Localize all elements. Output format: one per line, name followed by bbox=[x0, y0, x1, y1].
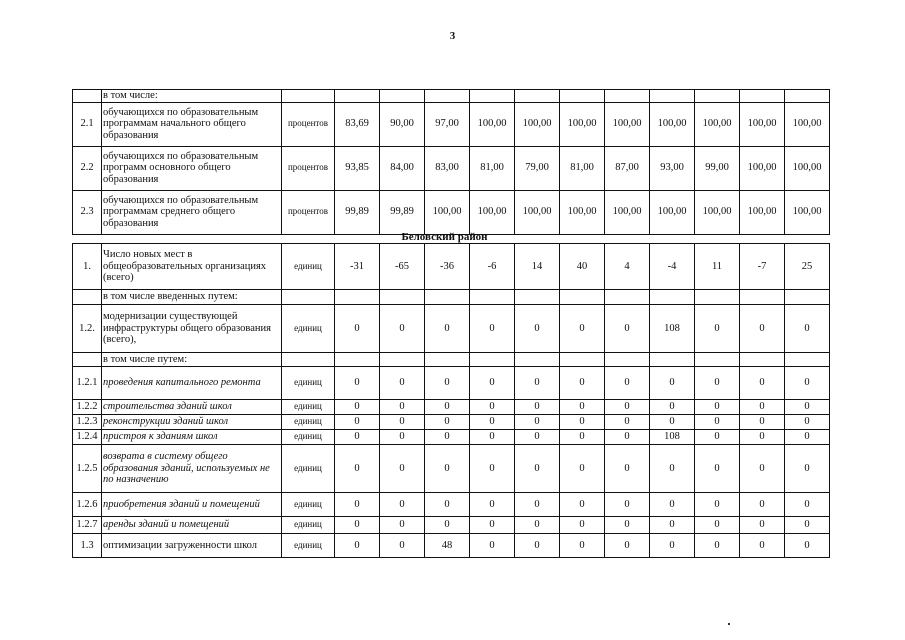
indicator-name-cell: обучающихся по образовательным программам среднего общего образования bbox=[102, 190, 282, 234]
value-cell: 0 bbox=[740, 305, 785, 353]
value-cell: 0 bbox=[380, 493, 425, 517]
indicator-name-cell: в том числе введенных путем: bbox=[102, 290, 282, 305]
table-row bbox=[73, 534, 830, 558]
row-number-cell: 1.2.1 bbox=[73, 367, 102, 400]
value-cell: 0 bbox=[470, 534, 515, 558]
value-cell: 0 bbox=[605, 400, 650, 415]
value-cell: 0 bbox=[695, 430, 740, 445]
value-cell: 0 bbox=[560, 445, 605, 493]
unit-cell: единиц bbox=[282, 517, 335, 534]
unit-cell: процентов bbox=[282, 190, 335, 234]
table-row bbox=[73, 445, 830, 493]
unit-cell: единиц bbox=[282, 244, 335, 290]
value-cell: 0 bbox=[560, 367, 605, 400]
unit-cell: процентов bbox=[282, 102, 335, 146]
value-cell: 0 bbox=[695, 534, 740, 558]
value-cell: 0 bbox=[515, 517, 560, 534]
value-cell: 0 bbox=[695, 367, 740, 400]
value-cell bbox=[515, 90, 560, 103]
value-cell: 0 bbox=[785, 534, 830, 558]
value-cell bbox=[785, 353, 830, 367]
table-row bbox=[73, 90, 830, 103]
table-row bbox=[73, 430, 830, 445]
value-cell bbox=[335, 90, 380, 103]
value-cell bbox=[650, 90, 695, 103]
value-cell: 0 bbox=[650, 517, 695, 534]
value-cell: 0 bbox=[470, 430, 515, 445]
value-cell: 100,00 bbox=[515, 102, 560, 146]
value-cell: 0 bbox=[425, 400, 470, 415]
value-cell: 100,00 bbox=[605, 190, 650, 234]
unit-cell: процентов bbox=[282, 146, 335, 190]
row-number-cell: 1.2.2 bbox=[73, 400, 102, 415]
value-cell bbox=[560, 290, 605, 305]
row-number-cell: 1.2.7 bbox=[73, 517, 102, 534]
value-cell: 0 bbox=[335, 305, 380, 353]
value-cell: -7 bbox=[740, 244, 785, 290]
value-cell: 0 bbox=[785, 430, 830, 445]
value-cell bbox=[695, 290, 740, 305]
value-cell: 100,00 bbox=[605, 102, 650, 146]
value-cell: 40 bbox=[560, 244, 605, 290]
value-cell: 0 bbox=[740, 415, 785, 430]
value-cell: 0 bbox=[515, 415, 560, 430]
value-cell: 100,00 bbox=[695, 102, 740, 146]
value-cell: 99,00 bbox=[695, 146, 740, 190]
value-cell bbox=[560, 90, 605, 103]
table-row bbox=[73, 290, 830, 305]
row-number-cell bbox=[73, 353, 102, 367]
value-cell bbox=[785, 90, 830, 103]
unit-cell: единиц bbox=[282, 493, 335, 517]
value-cell: 0 bbox=[605, 305, 650, 353]
value-cell: 0 bbox=[425, 430, 470, 445]
value-cell: 0 bbox=[515, 367, 560, 400]
value-cell bbox=[560, 353, 605, 367]
value-cell: 108 bbox=[650, 430, 695, 445]
value-cell bbox=[380, 290, 425, 305]
value-cell: 0 bbox=[470, 415, 515, 430]
value-cell: 100,00 bbox=[650, 102, 695, 146]
value-cell: 79,00 bbox=[515, 146, 560, 190]
value-cell: 0 bbox=[560, 400, 605, 415]
row-number-cell bbox=[73, 90, 102, 103]
indicator-name-cell: пристроя к зданиям школ bbox=[102, 430, 282, 445]
value-cell bbox=[605, 353, 650, 367]
value-cell: 0 bbox=[650, 400, 695, 415]
value-cell: 0 bbox=[740, 517, 785, 534]
value-cell: 0 bbox=[335, 517, 380, 534]
value-cell: 0 bbox=[515, 534, 560, 558]
value-cell: 11 bbox=[695, 244, 740, 290]
value-cell bbox=[695, 90, 740, 103]
value-cell: 0 bbox=[380, 445, 425, 493]
value-cell: 0 bbox=[335, 445, 380, 493]
value-cell: 0 bbox=[695, 517, 740, 534]
value-cell: 81,00 bbox=[470, 146, 515, 190]
row-number-cell: 1.3 bbox=[73, 534, 102, 558]
row-number-cell: 1.2.6 bbox=[73, 493, 102, 517]
value-cell: 100,00 bbox=[560, 190, 605, 234]
value-cell: 0 bbox=[650, 445, 695, 493]
value-cell: 0 bbox=[785, 415, 830, 430]
value-cell bbox=[380, 353, 425, 367]
value-cell: 0 bbox=[740, 534, 785, 558]
value-cell: 0 bbox=[380, 400, 425, 415]
value-cell: 0 bbox=[560, 415, 605, 430]
value-cell: 0 bbox=[695, 400, 740, 415]
value-cell: 99,89 bbox=[335, 190, 380, 234]
value-cell: 100,00 bbox=[515, 190, 560, 234]
value-cell: 0 bbox=[785, 493, 830, 517]
value-cell: 0 bbox=[785, 517, 830, 534]
value-cell: 93,00 bbox=[650, 146, 695, 190]
value-cell: 100,00 bbox=[695, 190, 740, 234]
value-cell bbox=[605, 90, 650, 103]
value-cell: 0 bbox=[740, 445, 785, 493]
indicator-name-cell: приобретения зданий и помещений bbox=[102, 493, 282, 517]
value-cell: 0 bbox=[560, 430, 605, 445]
row-number-cell: 1.2. bbox=[73, 305, 102, 353]
indicators-table-bottom bbox=[72, 243, 830, 558]
value-cell: 0 bbox=[695, 493, 740, 517]
row-number-cell: 2.3 bbox=[73, 190, 102, 234]
value-cell: 100,00 bbox=[785, 190, 830, 234]
value-cell: 0 bbox=[560, 534, 605, 558]
value-cell: 0 bbox=[695, 445, 740, 493]
value-cell bbox=[425, 353, 470, 367]
value-cell: 0 bbox=[605, 415, 650, 430]
value-cell bbox=[425, 90, 470, 103]
value-cell: -65 bbox=[380, 244, 425, 290]
value-cell bbox=[740, 90, 785, 103]
indicator-name-cell: в том числе: bbox=[102, 90, 282, 103]
indicator-name-cell: строительства зданий школ bbox=[102, 400, 282, 415]
value-cell bbox=[380, 90, 425, 103]
row-number-cell: 1.2.4 bbox=[73, 430, 102, 445]
value-cell: 97,00 bbox=[425, 102, 470, 146]
value-cell: 0 bbox=[650, 415, 695, 430]
indicator-name-cell: аренды зданий и помещений bbox=[102, 517, 282, 534]
value-cell: 0 bbox=[605, 534, 650, 558]
value-cell: 0 bbox=[740, 430, 785, 445]
table-row bbox=[73, 517, 830, 534]
value-cell: 0 bbox=[785, 305, 830, 353]
indicator-name-cell: возврата в систему общего образования зданий, используемых не по назначению bbox=[102, 445, 282, 493]
value-cell: 0 bbox=[470, 493, 515, 517]
unit-cell bbox=[282, 90, 335, 103]
unit-cell: единиц bbox=[282, 400, 335, 415]
value-cell: 0 bbox=[515, 400, 560, 415]
value-cell: 0 bbox=[335, 367, 380, 400]
value-cell: 0 bbox=[560, 305, 605, 353]
value-cell: 100,00 bbox=[560, 102, 605, 146]
value-cell: 0 bbox=[470, 400, 515, 415]
district-title: Беловский район bbox=[401, 231, 488, 243]
value-cell: -36 bbox=[425, 244, 470, 290]
value-cell: 0 bbox=[425, 517, 470, 534]
value-cell: 83,00 bbox=[425, 146, 470, 190]
value-cell: 0 bbox=[335, 430, 380, 445]
indicator-name-cell: Число новых мест в общеобразовательных организациях (всего) bbox=[102, 244, 282, 290]
unit-cell: единиц bbox=[282, 445, 335, 493]
value-cell bbox=[515, 353, 560, 367]
value-cell: 81,00 bbox=[560, 146, 605, 190]
value-cell: 14 bbox=[515, 244, 560, 290]
value-cell: 0 bbox=[740, 493, 785, 517]
table-row bbox=[73, 415, 830, 430]
value-cell: 0 bbox=[740, 400, 785, 415]
value-cell: 0 bbox=[560, 517, 605, 534]
indicator-name-cell: обучающихся по образовательным программам начального общего образования bbox=[102, 102, 282, 146]
value-cell: 0 bbox=[470, 445, 515, 493]
value-cell: 90,00 bbox=[380, 102, 425, 146]
table-row bbox=[73, 305, 830, 353]
value-cell: 0 bbox=[425, 305, 470, 353]
value-cell: 83,69 bbox=[335, 102, 380, 146]
value-cell bbox=[650, 290, 695, 305]
value-cell: 84,00 bbox=[380, 146, 425, 190]
value-cell: 0 bbox=[380, 415, 425, 430]
value-cell: -4 bbox=[650, 244, 695, 290]
table-row bbox=[73, 244, 830, 290]
row-number-cell: 2.1 bbox=[73, 102, 102, 146]
value-cell bbox=[740, 353, 785, 367]
value-cell: 0 bbox=[605, 367, 650, 400]
unit-cell bbox=[282, 353, 335, 367]
value-cell bbox=[650, 353, 695, 367]
value-cell: 100,00 bbox=[785, 102, 830, 146]
table-row bbox=[73, 190, 830, 234]
value-cell: 0 bbox=[380, 367, 425, 400]
value-cell: 0 bbox=[650, 367, 695, 400]
value-cell: 99,89 bbox=[380, 190, 425, 234]
value-cell bbox=[695, 353, 740, 367]
value-cell bbox=[425, 290, 470, 305]
value-cell: 0 bbox=[515, 305, 560, 353]
value-cell bbox=[470, 90, 515, 103]
value-cell: 0 bbox=[560, 493, 605, 517]
indicator-name-cell: модернизации существующей инфраструктуры общего образования (всего), bbox=[102, 305, 282, 353]
scan-speck bbox=[728, 623, 730, 625]
value-cell: 0 bbox=[470, 305, 515, 353]
value-cell: 100,00 bbox=[650, 190, 695, 234]
value-cell: 0 bbox=[380, 534, 425, 558]
table-row bbox=[73, 493, 830, 517]
value-cell: -6 bbox=[470, 244, 515, 290]
value-cell: 0 bbox=[335, 400, 380, 415]
value-cell: 0 bbox=[605, 493, 650, 517]
value-cell bbox=[335, 290, 380, 305]
value-cell: 4 bbox=[605, 244, 650, 290]
unit-cell: единиц bbox=[282, 534, 335, 558]
value-cell: 0 bbox=[605, 430, 650, 445]
value-cell: 0 bbox=[425, 445, 470, 493]
unit-cell: единиц bbox=[282, 367, 335, 400]
value-cell: -31 bbox=[335, 244, 380, 290]
value-cell: 0 bbox=[335, 415, 380, 430]
table-row bbox=[73, 102, 830, 146]
value-cell bbox=[605, 290, 650, 305]
row-number-cell: 2.2 bbox=[73, 146, 102, 190]
indicator-name-cell: проведения капитального ремонта bbox=[102, 367, 282, 400]
table-row bbox=[73, 146, 830, 190]
table-row bbox=[73, 400, 830, 415]
row-number-cell: 1. bbox=[73, 244, 102, 290]
value-cell: 0 bbox=[650, 493, 695, 517]
indicators-table-top bbox=[72, 89, 830, 235]
value-cell: 0 bbox=[740, 367, 785, 400]
value-cell: 0 bbox=[335, 493, 380, 517]
value-cell: 0 bbox=[470, 517, 515, 534]
value-cell bbox=[335, 353, 380, 367]
value-cell bbox=[515, 290, 560, 305]
value-cell: 0 bbox=[515, 430, 560, 445]
value-cell: 0 bbox=[785, 445, 830, 493]
value-cell: 0 bbox=[335, 534, 380, 558]
value-cell: 108 bbox=[650, 305, 695, 353]
value-cell: 100,00 bbox=[740, 146, 785, 190]
value-cell: 100,00 bbox=[740, 190, 785, 234]
value-cell: 0 bbox=[695, 305, 740, 353]
indicator-name-cell: в том числе путем: bbox=[102, 353, 282, 367]
value-cell bbox=[785, 290, 830, 305]
value-cell: 0 bbox=[605, 517, 650, 534]
value-cell: 0 bbox=[785, 367, 830, 400]
value-cell: 0 bbox=[380, 305, 425, 353]
unit-cell: единиц bbox=[282, 430, 335, 445]
page-number: 3 bbox=[449, 30, 456, 42]
row-number-cell: 1.2.3 bbox=[73, 415, 102, 430]
value-cell: 100,00 bbox=[785, 146, 830, 190]
value-cell: 100,00 bbox=[425, 190, 470, 234]
value-cell bbox=[740, 290, 785, 305]
value-cell bbox=[470, 290, 515, 305]
row-number-cell bbox=[73, 290, 102, 305]
value-cell: 0 bbox=[695, 415, 740, 430]
value-cell: 0 bbox=[515, 493, 560, 517]
value-cell: 0 bbox=[380, 517, 425, 534]
value-cell: 0 bbox=[425, 493, 470, 517]
indicator-name-cell: обучающихся по образовательным программ основного общего образования bbox=[102, 146, 282, 190]
value-cell: 0 bbox=[425, 367, 470, 400]
unit-cell bbox=[282, 290, 335, 305]
row-number-cell: 1.2.5 bbox=[73, 445, 102, 493]
value-cell: 100,00 bbox=[470, 102, 515, 146]
table-row bbox=[73, 353, 830, 367]
value-cell: 0 bbox=[785, 400, 830, 415]
value-cell: 0 bbox=[380, 430, 425, 445]
value-cell: 25 bbox=[785, 244, 830, 290]
indicator-name-cell: оптимизации загруженности школ bbox=[102, 534, 282, 558]
value-cell: 0 bbox=[425, 415, 470, 430]
table-row bbox=[73, 367, 830, 400]
unit-cell: единиц bbox=[282, 415, 335, 430]
value-cell: 0 bbox=[515, 445, 560, 493]
value-cell: 100,00 bbox=[740, 102, 785, 146]
value-cell: 100,00 bbox=[470, 190, 515, 234]
value-cell: 0 bbox=[605, 445, 650, 493]
value-cell: 48 bbox=[425, 534, 470, 558]
value-cell bbox=[470, 353, 515, 367]
unit-cell: единиц bbox=[282, 305, 335, 353]
value-cell: 87,00 bbox=[605, 146, 650, 190]
value-cell: 93,85 bbox=[335, 146, 380, 190]
indicator-name-cell: реконструкции зданий школ bbox=[102, 415, 282, 430]
value-cell: 0 bbox=[470, 367, 515, 400]
value-cell: 0 bbox=[650, 534, 695, 558]
